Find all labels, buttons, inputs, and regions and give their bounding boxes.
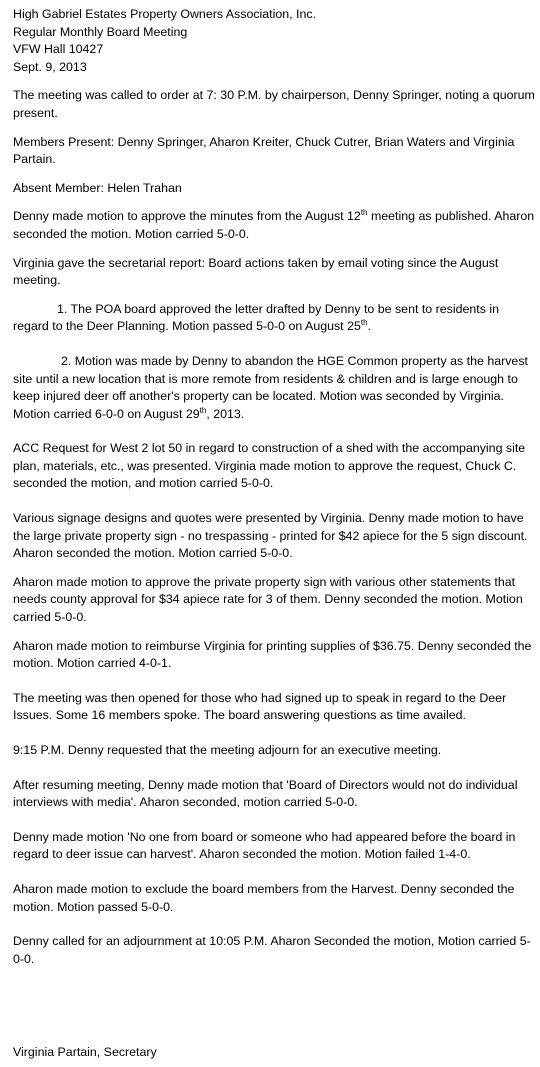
adjournment-paragraph: Denny called for an adjournment at 10:05 P.M. Aharon Seconded the motion, Motion carried 5-0-0. [13,934,531,966]
org-name: High Gabriel Estates Property Owners Association, Inc. [13,7,317,21]
report-item-1-text-b: . [367,319,371,334]
report-item-2-text-a: 2. Motion was made by Denny to abandon the HGE Common property as the harvest site until a new location that is more remote from residents & children and is large enough to keep injured deer off another's property can be located. Motion was seconded by Virginia. Motion carried 6-0-0 on August 29 [13,353,528,421]
meeting-type: Regular Monthly Board Meeting [13,24,188,39]
deer-issues-paragraph: The meeting was then opened for those who had signed up to speak in regard to the Deer Issues. Some 16 members spoke. The board answering questions as time availed. [13,690,507,723]
minutes-approval-text-b: meeting as published. Aharon seconded the motion. Motion carried 5-0-0. [13,209,535,241]
acc-request-paragraph: ACC Request for West 2 lot 50 in regard to construction of a shed with the accompanying site plan, materials, etc., was presented. Virginia made motion to approve the request, Chuck C. seconded the motion, and motion carried 5-0-0. [13,441,526,491]
report-item-1 [13,301,537,336]
signage-paragraph: Various signage designs and quotes were presented by Virginia. Denny made motion to have the large private property sign - no trespassing - printed for $42 apiece for the 5 sign discount. Aharon seconded the motion. Motion carried 5-0-0. [13,511,528,561]
exclude-board-paragraph: Aharon made motion to exclude the board members from the Harvest. Denny seconded the motion. Motion passed 5-0-0. [13,881,515,914]
media-motion-paragraph: After resuming meeting, Denny made motion that 'Board of Directors would not do individual interviews with media'. Aharon seconded, motion carried 5-0-0. [13,777,518,810]
minutes-approval-paragraph [13,208,537,243]
reimbursement-paragraph: Aharon made motion to reimburse Virginia for printing supplies of $36.75. Denny seconded the motion. Motion carried 4-0-1. [13,638,532,671]
minutes-approval-sup: th [360,208,368,218]
report-item-2-sup: th [199,405,207,415]
absent-member-paragraph: Absent Member: Helen Trahan [13,180,182,195]
executive-meeting-paragraph: 9:15 P.M. Denny requested that the meeting adjourn for an executive meeting. [13,743,442,757]
report-item-1-text-a: 1. The POA board approved the letter drafted by Denny to be sent to residents in regard to the Deer Planning. Motion passed 5-0-0 on August 25 [13,301,499,334]
secretary-signature: Virginia Partain, Secretary [13,1045,157,1059]
call-to-order-paragraph: The meeting was called to order at 7: 30 P.M. by chairperson, Denny Springer, noting a quorum present. [13,88,535,120]
report-item-1-sup: th [360,318,368,328]
secretarial-report-paragraph: Virginia gave the secretarial report: Board actions taken by email voting since the August meeting. [13,255,499,288]
document-header [13,6,537,76]
members-present-paragraph: Members Present: Denny Springer, Aharon Kreiter, Chuck Cutrer, Brian Waters and Virginia Partain. [13,134,515,167]
minutes-approval-text-a: Denny made motion to approve the minutes from the August 12 [13,209,361,224]
meeting-date: Sept. 9, 2013 [13,59,87,74]
county-sign-paragraph: Aharon made motion to approve the private property sign with various other statements that needs county approval for $34 apiece rate for 3 of them. Denny seconded the motion. Motion carried 5-0-0. [13,574,523,625]
report-item-2 [13,353,537,423]
harvest-motion-paragraph: Denny made motion 'No one from board or someone who had appeared before the board in regard to deer issue can harvest'. Aharon seconded the motion. Motion failed 1-4-0. [13,829,516,862]
minutes-document [13,6,537,979]
meeting-location: VFW Hall 10427 [13,42,104,57]
report-item-2-text-b: , 2013. [206,406,245,421]
